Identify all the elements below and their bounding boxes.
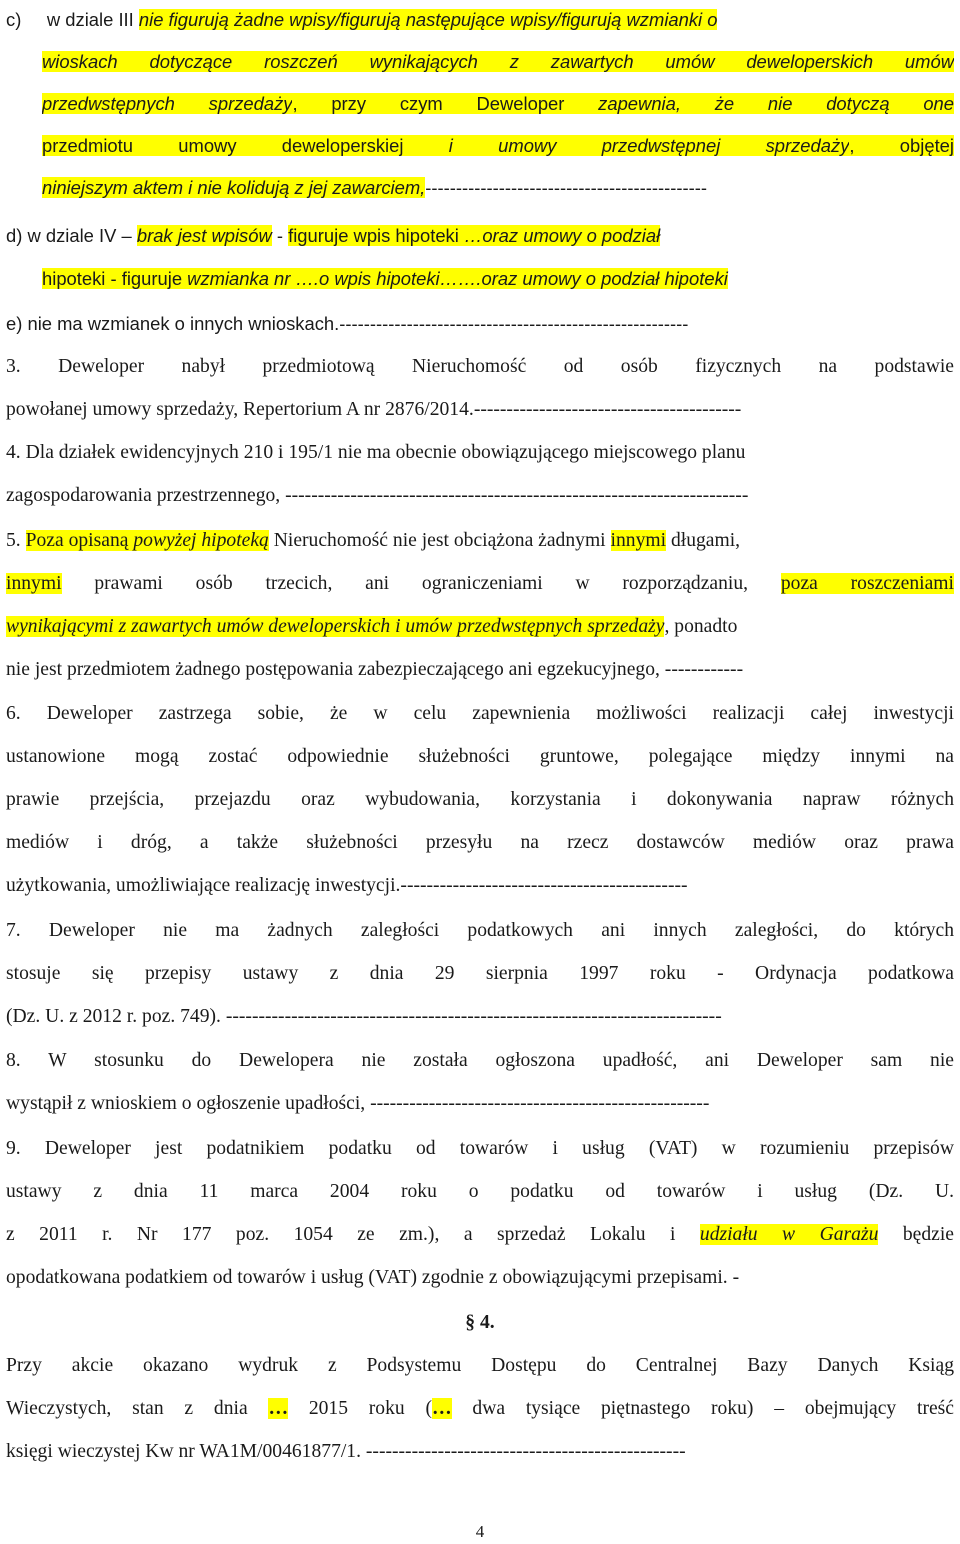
highlighted-text: …oraz umowy o podział — [458, 225, 661, 246]
text-segment: e) nie ma wzmianek o innych wnioskach. — [6, 313, 340, 334]
dash-filler: ------------------------------------------------- — [365, 1441, 686, 1462]
text-segment: , ponadto — [664, 616, 738, 637]
section-5-line-4 — [6, 654, 954, 686]
section-9-line-3 — [6, 1219, 954, 1251]
highlighted-text: wioskach dotyczące roszczeń wynikających z zawartych umów deweloperskich umów — [42, 51, 954, 72]
section-4-line-1 — [6, 437, 954, 469]
text-segment: prawami osób trzecich, ani ograniczeniami w rozporządzaniu, — [61, 573, 781, 594]
section-8-line-2 — [6, 1088, 954, 1120]
text-segment: nie jest przedmiotem żadnego postępowania zabezpieczającego ani egzekucyjnego, ------------ — [6, 659, 744, 680]
text-segment: stosuje się przepisy ustawy z dnia 29 sierpnia 1997 roku - Ordynacja podatkowa — [6, 963, 954, 984]
highlighted-text: … — [432, 1398, 452, 1419]
text-segment: 8. W stosunku do Dewelopera nie została ogłoszona upadłość, ani Deweloper sam nie — [6, 1050, 954, 1071]
highlighted-text: hipoteki - figuruje — [42, 268, 188, 289]
dash-filler: ----------------------------------------------------------------------- — [285, 485, 749, 506]
section-6-line-2 — [6, 741, 954, 773]
item-d-line-1 — [6, 220, 954, 252]
dash-filler: --------------------------------------------------------- — [339, 313, 689, 334]
page-number: 4 — [475, 1522, 485, 1541]
text-segment: mediów i dróg, a także służebności przesyłu na rzecz dostawców mediów oraz prawa — [6, 832, 954, 853]
text-segment: w dziale III — [46, 9, 139, 30]
text-segment: zagospodarowania przestrzennego, — [6, 485, 286, 506]
text-segment: 7. Deweloper nie ma żadnych zaległości podatkowych ani innych zaległości, do których — [6, 920, 954, 941]
paragraph-heading — [6, 1307, 954, 1339]
text-segment: prawie przejścia, przejazdu oraz wybudowania, korzystania i dokonywania napraw różnych — [6, 789, 954, 810]
section-8-line-1 — [6, 1045, 954, 1077]
text-segment: Nieruchomość nie jest obciążona żadnymi — [268, 530, 611, 551]
text-segment: będzie — [878, 1224, 954, 1245]
text-segment: Wieczystych, stan z dnia — [6, 1398, 269, 1419]
highlighted-text: przedwstępnych sprzedaży — [42, 93, 293, 114]
section-5-line-3 — [6, 611, 954, 643]
highlighted-text: przedmiotu umowy deweloperskiej — [42, 135, 449, 156]
highlighted-text: poza roszczeniami — [780, 573, 954, 594]
highlighted-text: i umowy przedwstępnej sprzedaży — [448, 135, 850, 156]
highlighted-text: , objętej — [849, 135, 954, 156]
dash-filler: ---------------------------------------------- — [425, 177, 707, 198]
section-6-line-4 — [6, 827, 954, 859]
section-5-line-1 — [6, 525, 954, 557]
highlighted-text: , przy czym Deweloper — [292, 93, 599, 114]
text-segment: 9. Deweloper jest podatnikiem podatku od towarów i usług (VAT) w rozumieniu przepisów — [6, 1138, 954, 1159]
highlighted-text: wynikającymi z zawartych umów deweloperskich i umów przedwstępnych sprzedaży — [6, 616, 665, 637]
text-segment: 2015 roku ( — [288, 1398, 433, 1419]
item-d-line-2 — [42, 263, 954, 295]
item-c-line-3 — [42, 88, 954, 120]
text-segment: powołanej umowy sprzedaży, Repertorium A nr 2876/2014. — [6, 399, 474, 420]
text-segment: 6. Deweloper zastrzega sobie, że w celu zapewnienia możliwości realizacji całej inwestycji — [6, 703, 954, 724]
text-segment: ustawy z dnia 11 marca 2004 roku o podatku od towarów i usług (Dz. U. — [6, 1181, 954, 1202]
text-segment: - — [271, 225, 289, 246]
highlighted-text: zapewnia, że nie dotyczą one — [598, 93, 954, 114]
section-7-line-2 — [6, 958, 954, 990]
list-marker-c: c) — [6, 9, 22, 30]
highlighted-text: wzmianka nr ….o wpis hipoteki…….oraz umowy o podział hipoteki — [187, 268, 728, 289]
text-segment: 3. Deweloper nabył przedmiotową Nieruchomość od osób fizycznych na podstawie — [6, 356, 954, 377]
highlighted-text: figuruje wpis hipoteki — [288, 225, 459, 246]
section-9-line-4 — [6, 1262, 954, 1294]
text-segment: ustanowione mogą zostać odpowiednie służebności gruntowe, polegające między innymi na — [6, 746, 954, 767]
highlighted-text: powyżej hipoteką — [133, 530, 269, 551]
text-segment: dwa tysiące piętnastego roku) – obejmujący treść — [451, 1398, 954, 1419]
text-segment: (Dz. U. z 2012 r. poz. 749). — [6, 1006, 226, 1027]
highlighted-text: innymi — [6, 573, 62, 594]
highlighted-text: brak jest wpisów — [136, 225, 272, 246]
text-segment: z 2011 r. Nr 177 poz. 1054 ze zm.), a sprzedaż Lokalu i — [6, 1224, 700, 1245]
closing-line-3 — [6, 1436, 954, 1468]
highlighted-text: Poza opisaną — [25, 530, 134, 551]
closing-line-1 — [6, 1350, 954, 1382]
highlighted-text: nie figurują żadne wpisy/figurują następujące wpisy/figurują wzmianki o — [138, 9, 718, 30]
item-c-line-4 — [42, 130, 954, 162]
section-3-line-1 — [6, 351, 954, 383]
highlighted-text: innymi — [610, 530, 667, 551]
text-segment: d) w dziale IV – — [6, 225, 137, 246]
text-segment: użytkowania, umożliwiające realizację inwestycji. — [6, 875, 401, 896]
dash-filler: -------------------------------------------- — [400, 875, 688, 896]
section-4-line-2 — [6, 480, 954, 512]
item-c-line-2 — [42, 46, 954, 78]
item-c-line-1 — [6, 4, 954, 36]
text-segment: Przy akcie okazano wydruk z Podsystemu Dostępu do Centralnej Bazy Danych Ksiąg — [6, 1355, 954, 1376]
section-6-line-5 — [6, 870, 954, 902]
section-sign-heading: § 4. — [465, 1312, 495, 1333]
section-9-line-2 — [6, 1176, 954, 1208]
section-7-line-1 — [6, 915, 954, 947]
closing-line-2 — [6, 1393, 954, 1425]
highlighted-text: udziału w Garażu — [699, 1224, 879, 1245]
dash-filler: ---------------------------------------------------- — [370, 1093, 710, 1114]
section-3-line-2 — [6, 394, 954, 426]
item-c-line-5 — [42, 172, 954, 204]
text-segment: 4. Dla działek ewidencyjnych 210 i 195/1 nie ma obecnie obowiązującego miejscowego planu — [6, 442, 746, 463]
section-9-line-1 — [6, 1133, 954, 1165]
section-7-line-3 — [6, 1001, 954, 1033]
text-segment: opodatkowana podatkiem od towarów i usług (VAT) zgodnie z obowiązującymi przepisami. - — [6, 1267, 740, 1288]
text-segment: wystąpił z wnioskiem o ogłoszenie upadłości, — [6, 1093, 371, 1114]
section-6-line-1 — [6, 698, 954, 730]
highlighted-text: … — [268, 1398, 289, 1419]
text-segment: księgi wieczystej Kw nr WA1M/00461877/1. — [6, 1441, 366, 1462]
item-e-line-1 — [6, 308, 954, 340]
text-segment: 5. — [6, 530, 26, 551]
dash-filler: ----------------------------------------- — [473, 399, 742, 420]
section-5-line-2 — [6, 568, 954, 600]
highlighted-text: niniejszym aktem i nie kolidują z jej zawarciem, — [42, 177, 426, 198]
text-segment: długami, — [666, 530, 741, 551]
dash-filler: ---------------------------------------------------------------------------- — [225, 1006, 722, 1027]
section-6-line-3 — [6, 784, 954, 816]
